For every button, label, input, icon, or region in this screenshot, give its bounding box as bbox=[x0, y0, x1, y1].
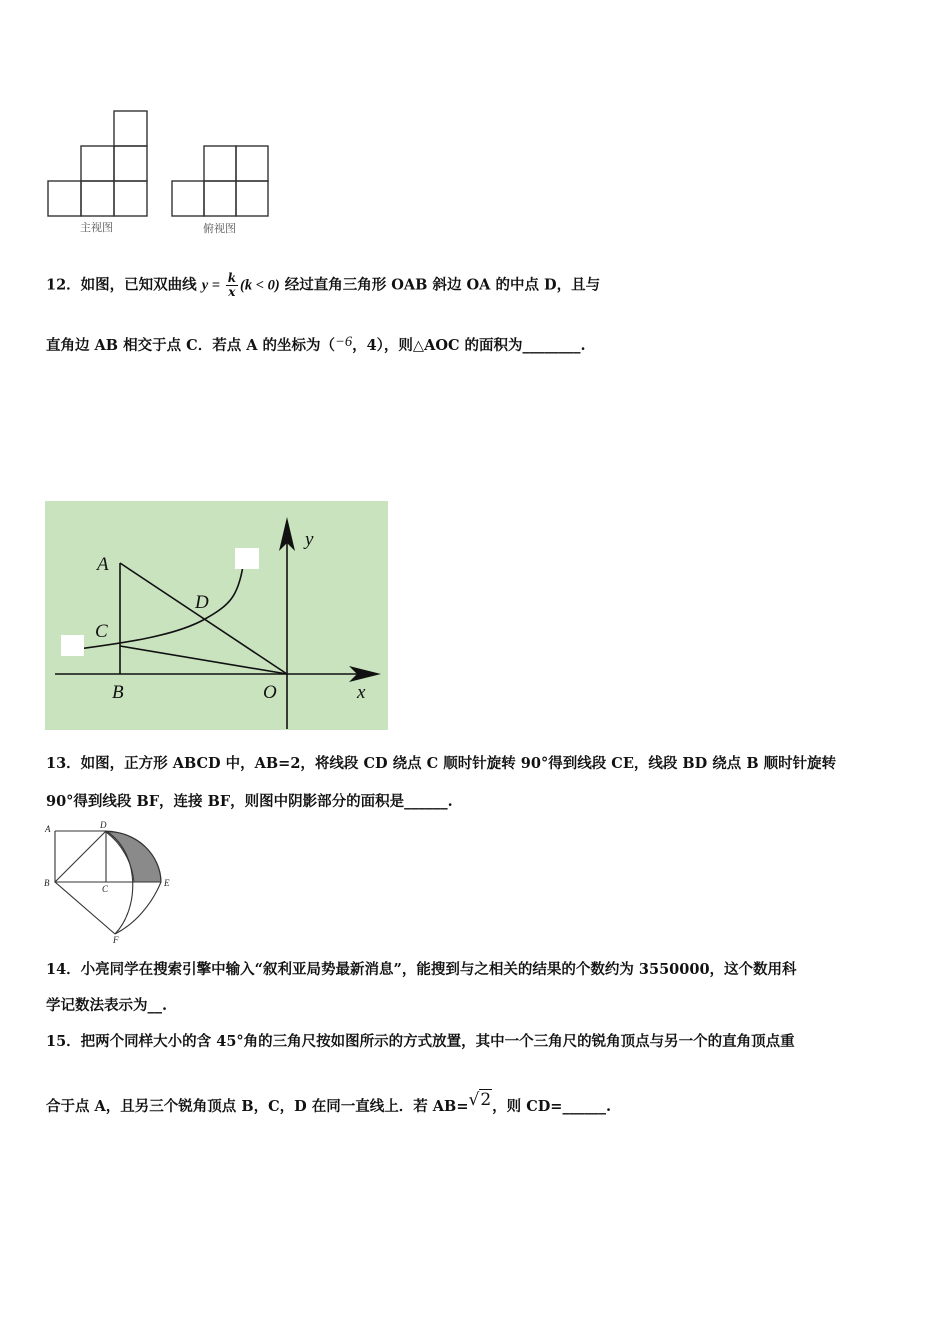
front-view-label: 主视图 bbox=[80, 221, 113, 234]
question-15-line-1: 15．把两个同样大小的含 45°角的三角尺按如图所示的方式放置，其中一个三角尺的锐角顶点与另一个的直角顶点重 bbox=[46, 1033, 795, 1050]
sqrt-radicand: 2 bbox=[480, 1090, 492, 1110]
q12-formula-lhs: y = bbox=[201, 277, 224, 294]
q12-text-1: 12．如图，已知双曲线 bbox=[46, 276, 202, 294]
q12-text-2: 经过直角三角形 OAB 斜边 OA 的中点 D，且与 bbox=[279, 276, 601, 294]
three-view-figure bbox=[40, 105, 280, 240]
question-12-line-2 bbox=[46, 334, 586, 355]
square-label-c: C bbox=[102, 884, 109, 894]
hidden-label-box-left bbox=[61, 635, 84, 656]
question-14-line-1: 14．小亮同学在搜索引擎中输入“叙利亚局势最新消息”，能搜到与之相关的结果的个数约为 3550000，这个数用科 bbox=[46, 961, 797, 978]
hidden-label-box-top bbox=[235, 548, 259, 569]
square-label-e: E bbox=[164, 878, 170, 888]
shaded-region bbox=[106, 832, 161, 882]
question-13-line-2: 90°得到线段 BF，连接 BF，则图中阴影部分的面积是______. bbox=[46, 793, 453, 810]
x-axis-label: x bbox=[357, 682, 366, 703]
y-axis-label: y bbox=[305, 529, 314, 550]
q15-text-2: ，则 CD=______. bbox=[492, 1098, 612, 1115]
point-c-label: C bbox=[95, 621, 108, 642]
top-view-label: 俯视图 bbox=[203, 222, 236, 235]
q12-text-4: ，4），则△AOC 的面积为________. bbox=[352, 337, 586, 354]
q12-formula-condition: (k < 0) bbox=[240, 277, 280, 294]
square-label-b: B bbox=[44, 878, 50, 888]
q15-text-1: 合于点 A，且另三个锐角顶点 B，C，D 在同一直线上．若 AB= bbox=[46, 1098, 469, 1115]
point-a-label: A bbox=[97, 554, 109, 575]
question-15-line-2 bbox=[46, 1090, 611, 1116]
sqrt-symbol: √ bbox=[468, 1090, 480, 1110]
q12-fraction-numerator: k bbox=[227, 271, 237, 285]
question-12-line-1 bbox=[46, 272, 600, 299]
front-view-drawing bbox=[48, 111, 147, 216]
hyperbola-graph-figure bbox=[45, 501, 388, 730]
top-view-drawing bbox=[172, 146, 268, 216]
square-label-a: A bbox=[45, 824, 51, 834]
square-label-f: F bbox=[113, 935, 119, 945]
graph-background bbox=[45, 501, 388, 730]
square-label-d: D bbox=[100, 820, 107, 830]
square-rotation-figure bbox=[40, 818, 180, 946]
q12-text-3: 直角边 AB 相交于点 C．若点 A 的坐标为（ bbox=[46, 337, 336, 354]
point-d-label: D bbox=[195, 592, 209, 613]
segment-bd bbox=[55, 831, 106, 882]
origin-o-label: O bbox=[263, 682, 277, 703]
sqrt-expression bbox=[468, 1089, 492, 1110]
arc-ef bbox=[115, 882, 161, 934]
q12-fraction-denominator: x bbox=[228, 285, 236, 299]
question-14-line-2: 学记数法表示为__. bbox=[46, 997, 168, 1014]
q12-fraction bbox=[226, 272, 238, 299]
q12-coord-x: −6 bbox=[335, 334, 353, 350]
point-b-label: B bbox=[112, 682, 124, 703]
question-13-line-1: 13．如图，正方形 ABCD 中，AB=2，将线段 CD 绕点 C 顺时针旋转 90°得到线段 CE，线段 BD 绕点 B 顺时针旋转 bbox=[46, 755, 837, 772]
